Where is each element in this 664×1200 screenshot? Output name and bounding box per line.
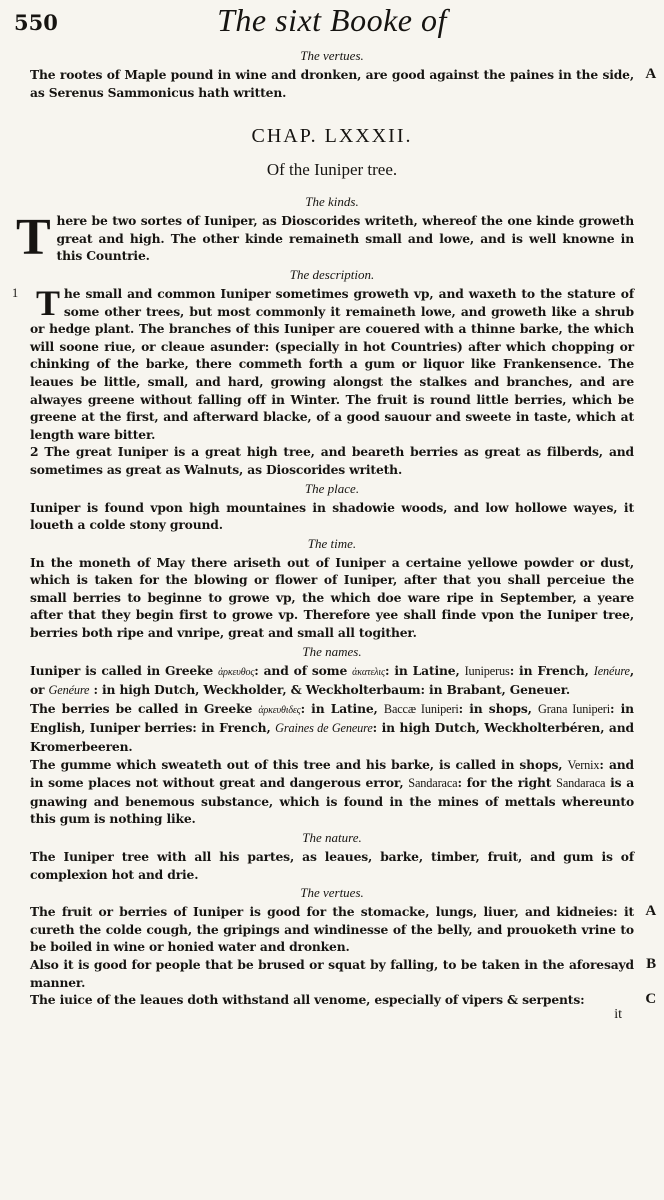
margin-letter: A (645, 903, 656, 920)
paragraph-description-1: 1 T he small and common Iuniper sometimes groweth vp, and waxeth to the stature of some other trees, but most commonly it remaineth lowe, and groweth like a shrub or hedge plant. The branches of this Iuniper are couered with a thinne barke, the which will soone riue, or cleaue asunder: (specially in hot Countries) after which chopping or chinking of the barke, there commeth forth a gum or liquor like Frankensence. The leaues be little, small, and hard, growing alongst the stalkes and branches, and are alwayes greene without falling off in Winter. The fruit is round little berries, which be greene at the first, and afterward blacke, of a good sauour and sweete in taste, which at length ware bitter. (12, 282, 634, 442)
section-heading-nature: The nature. (302, 830, 362, 845)
paragraph-names-2: The berries be called in Greeke ἀρκευθιδες: in Latine, Baccæ Iuniperi: in shops, Grana Iuniperi: in English, Iuniper berries: in French, Graines de Geneure: in high Dutch, Weckholterbéren, and Kromerbeeren. (30, 700, 634, 755)
running-title: The sixt Booke of (217, 2, 447, 38)
catchword: it (614, 1006, 622, 1022)
margin-letter: C (645, 991, 656, 1008)
paragraph-vertues-2: B Also it is good for people that be brused or squat by falling, to be taken in the aforesayd manner. (30, 955, 656, 990)
section-heading-vertues-top: The vertues. (300, 48, 364, 63)
paragraph-names-1: Iuniper is called in Greeke ἀρκευθος: and of some ἀκατελις: in Latine, Iuniperus: in French, Ienéure, or Genéure : in high Dutch, Weckholder, & Weckholterbaum: in Brabant, Geneuer. (30, 662, 634, 698)
margin-letter: A (645, 66, 656, 82)
paragraph-place: Iuniper is found vpon high mountaines in shadowie woods, and low hollowe wayes, it loueth a colde stony ground. (30, 499, 634, 533)
section-heading-description: The description. (289, 266, 375, 282)
section-heading-vertues: The vertues. (300, 885, 364, 901)
section-heading-kinds: The kinds. (305, 194, 359, 210)
paragraph-nature: The Iuniper tree with all his partes, as leaues, barke, timber, fruit, and gum is of complexion hot and drie. (30, 849, 634, 882)
item-number: 1 (12, 285, 18, 300)
margin-letter: B (646, 955, 656, 972)
paragraph-time: In the moneth of May there ariseth out of Iuniper a certaine yellowe powder or dust, which is taken for the blowing or flower of Iuniper, after that you shall perceiue the small berries to beginne to growe vp, the which doe ware ripe in September, a yeare after that they begin first to growe vp. Therefore yee shall finde vpon the Iuniper tree, berries both ripe and vnripe, great and small all togither. (30, 554, 634, 641)
paragraph-vertues-1: A The fruit or berries of Iuniper is good for the stomacke, lungs, liuer, and kidneies: it cureth the colde cough, the gripings and windinesse of the belly, and prouoketh vrine to be boiled in wine or honied water and dronken. (30, 903, 656, 955)
page-number: 550 (14, 10, 58, 35)
paragraph-kinds: There be two sortes of Iuniper, as Dioscorides writeth, whereof the one kinde groweth great and high. The other kinde remaineth small and lowe, and is well knowne in this Countrie. (16, 209, 634, 267)
drop-cap: T (16, 209, 51, 267)
drop-cap: T (36, 282, 60, 323)
paragraph-names-3: The gumme which sweateth out of this tree and his barke, is called in shops, Vernix: and in some places not without great and dangerous error, Sandaraca: for the right Sandaraca is a gnawing and benemous substance, which is found in the mines of mettals whereunto this gum is nothing like. (30, 756, 635, 827)
section-heading-time: The time. (307, 535, 357, 551)
paragraph-description-2: 2 The great Iuniper is a great high tree, and beareth berries as great as filberds, and sometimes as great as Walnuts, as Dioscorides writeth. (30, 444, 634, 477)
page-header (14, 2, 634, 46)
paragraph-vertues-3: C The iuice of the leaues doth withstand all venome, especially of vipers & serpents: (30, 991, 656, 1008)
section-heading-names: The names. (302, 643, 362, 659)
section-heading-place: The place. (304, 480, 360, 496)
paragraph-maple-vertues: A The rootes of Maple pound in wine and dronken, are good against the paines in the side, as Serenus Sammonicus hath written. (30, 66, 656, 100)
chapter-title: Of the Iuniper tree. (266, 160, 398, 180)
chapter-number: CHAP. LXXXII. (251, 125, 413, 148)
